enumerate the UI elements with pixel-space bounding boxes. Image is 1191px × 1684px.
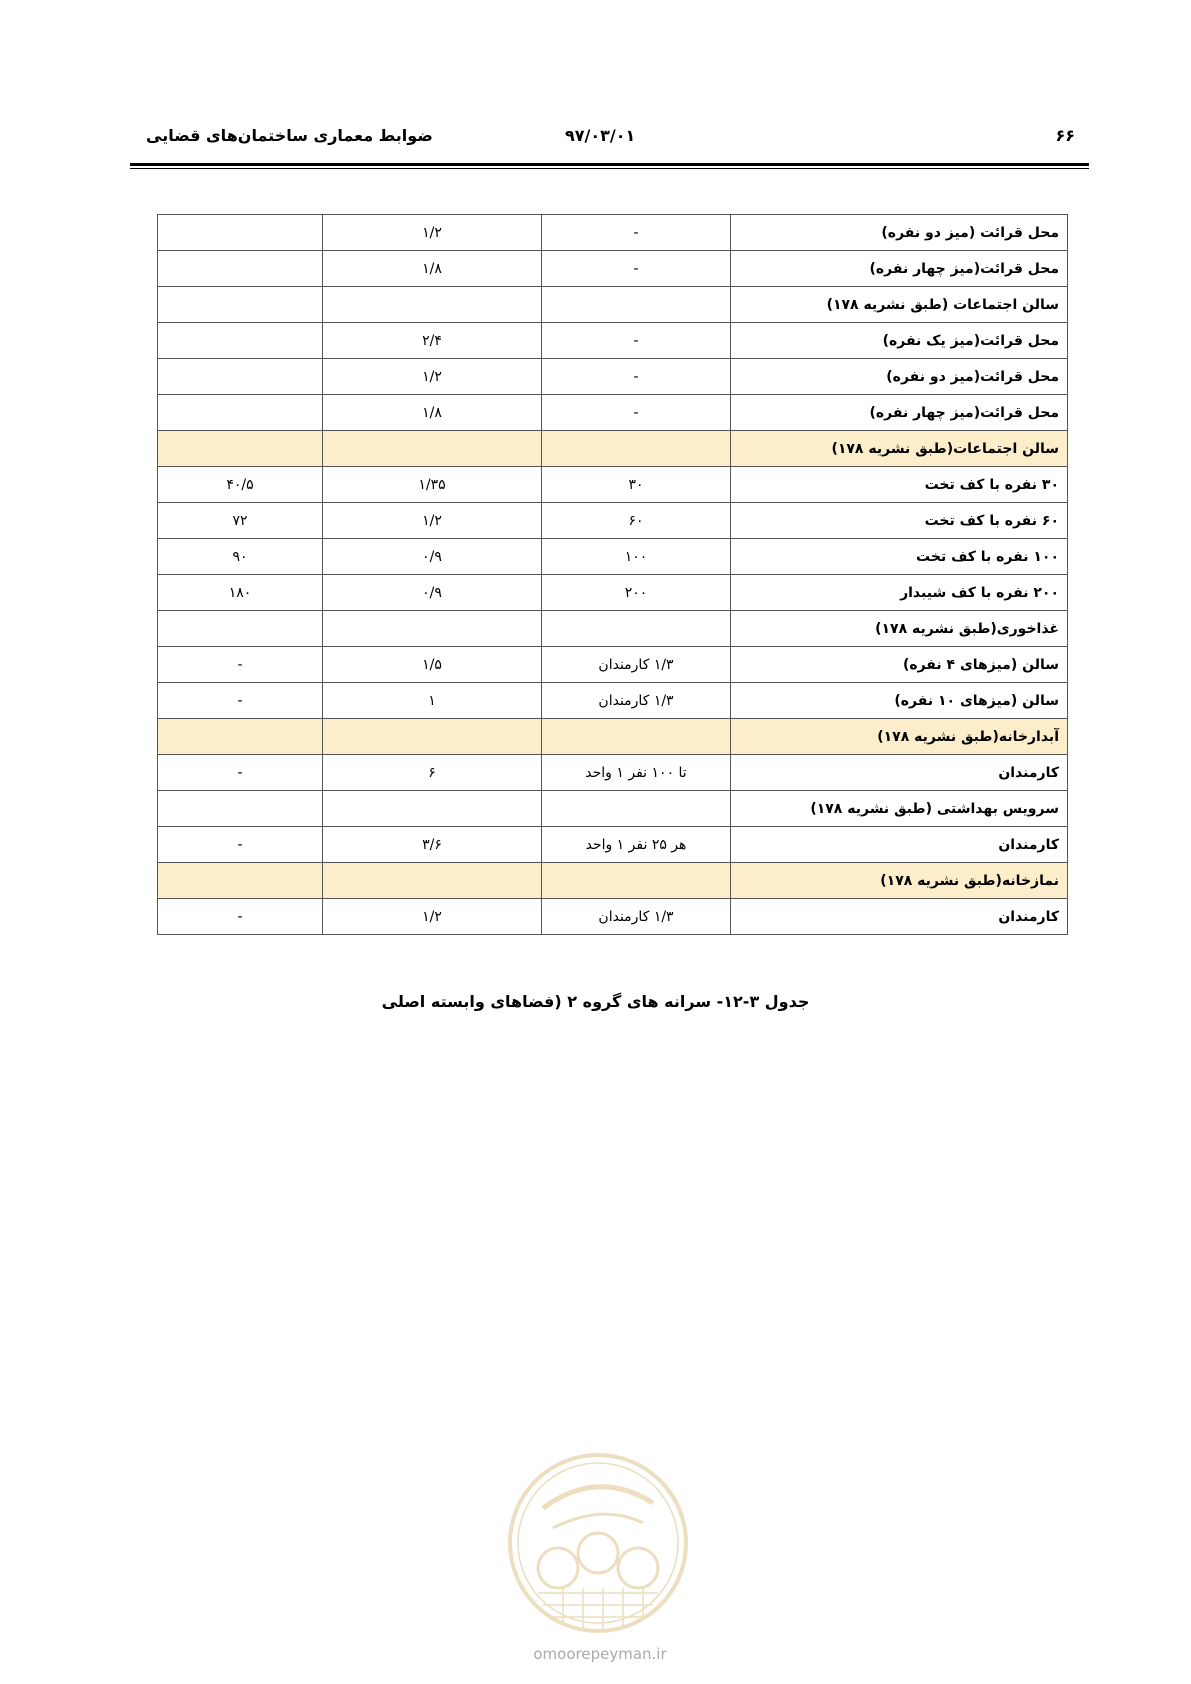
row-col-c: - [158,683,323,719]
table-caption: جدول ۳-۱۲- سرانه های گروه ۲ (فضاهای وابسته اصلی [381,992,810,1011]
row-col-c: - [158,827,323,863]
row-col-b: ۱/۸ [323,251,542,287]
row-title: کارمندان [731,827,1068,863]
row-col-b: ۳/۶ [323,827,542,863]
row-col-a: ۳۰ [542,467,731,503]
row-title: ۲۰۰ نفره با کف شیبدار [731,575,1068,611]
row-col-a [542,611,731,647]
document-date: ۹۷/۰۳/۰۱ [565,126,636,145]
table-row [158,719,1068,755]
row-col-c: ۷۲ [158,503,323,539]
watermark-url: omoorepeyman.ir [533,1645,667,1663]
row-col-c [158,215,323,251]
row-col-c [158,251,323,287]
row-title: محل قرائت(میز دو نفره) [731,359,1068,395]
table-row [158,395,1068,431]
row-title: ۱۰۰ نفره با کف تخت [731,539,1068,575]
table-row [158,827,1068,863]
row-col-a: - [542,359,731,395]
row-title: سالن اجتماعات(طبق نشریه ۱۷۸) [731,431,1068,467]
table-row [158,215,1068,251]
row-title: ۶۰ نفره با کف تخت [731,503,1068,539]
table-row [158,611,1068,647]
row-col-b: ۱/۲ [323,503,542,539]
row-col-c: ۴۰/۵ [158,467,323,503]
row-col-c [158,863,323,899]
row-col-b [323,863,542,899]
row-title: محل قرائت (میز دو نفره) [731,215,1068,251]
row-col-b: ۱/۳۵ [323,467,542,503]
row-col-a: ۲۰۰ [542,575,731,611]
row-title: نمازخانه(طبق نشریه ۱۷۸) [731,863,1068,899]
row-col-c: ۹۰ [158,539,323,575]
row-title: محل قرائت(میز یک نفره) [731,323,1068,359]
row-title: سالن اجتماعات (طبق نشریه ۱۷۸) [731,287,1068,323]
row-col-b: ۱ [323,683,542,719]
row-title: کارمندان [731,899,1068,935]
row-col-a: - [542,251,731,287]
row-col-a [542,719,731,755]
table-row [158,575,1068,611]
row-title: سرویس بهداشتی (طبق نشریه ۱۷۸) [731,791,1068,827]
table-row [158,287,1068,323]
per-capita-table [157,214,1068,935]
row-col-b [323,719,542,755]
row-col-a: ۶۰ [542,503,731,539]
row-col-a [542,863,731,899]
table-row [158,755,1068,791]
table-row [158,647,1068,683]
row-title: محل قرائت(میز چهار نفره) [731,395,1068,431]
document-title: ضوابط معماری ساختمان‌های قضایی [146,126,433,145]
row-col-a: ۱/۳ کارمندان [542,683,731,719]
row-col-c [158,791,323,827]
row-col-b [323,791,542,827]
row-col-a [542,431,731,467]
row-col-c [158,323,323,359]
row-col-a: - [542,215,731,251]
row-title: ۳۰ نفره با کف تخت [731,467,1068,503]
row-col-b: ۱/۸ [323,395,542,431]
row-col-a: - [542,323,731,359]
header-rule-thin [130,168,1089,169]
row-col-b [323,611,542,647]
page-header [130,126,1089,156]
row-col-c: ۱۸۰ [158,575,323,611]
table-row [158,503,1068,539]
table-row [158,683,1068,719]
row-col-b [323,431,542,467]
row-title: آبدارخانه(طبق نشریه ۱۷۸) [731,719,1068,755]
row-col-a: تا ۱۰۰ نفر ۱ واحد [542,755,731,791]
table-row [158,359,1068,395]
row-col-c: - [158,647,323,683]
row-title: سالن (میزهای ۱۰ نفره) [731,683,1068,719]
row-col-a: هر ۲۵ نفر ۱ واحد [542,827,731,863]
table-row [158,431,1068,467]
header-rule-thick [130,163,1089,166]
table-row [158,899,1068,935]
row-title: محل قرائت(میز چهار نفره) [731,251,1068,287]
table-row [158,323,1068,359]
row-col-c: - [158,899,323,935]
row-col-a: ۱/۳ کارمندان [542,647,731,683]
row-col-c: - [158,755,323,791]
row-title: غذاخوری(طبق نشریه ۱۷۸) [731,611,1068,647]
row-title: سالن (میزهای ۴ نفره) [731,647,1068,683]
row-col-a: ۱/۳ کارمندان [542,899,731,935]
row-col-b: ۶ [323,755,542,791]
row-col-c [158,287,323,323]
row-col-c [158,431,323,467]
row-col-b: ۰/۹ [323,575,542,611]
row-col-b: ۱/۲ [323,899,542,935]
row-col-c [158,719,323,755]
row-col-c [158,359,323,395]
row-title: کارمندان [731,755,1068,791]
table-row [158,251,1068,287]
row-col-b: ۲/۴ [323,323,542,359]
watermark-logo-icon [503,1448,693,1638]
row-col-a: - [542,395,731,431]
row-col-b: ۱/۲ [323,359,542,395]
table-row [158,467,1068,503]
row-col-b: ۱/۲ [323,215,542,251]
page-number: ۶۶ [1055,126,1075,145]
row-col-c [158,611,323,647]
row-col-b [323,287,542,323]
row-col-a [542,287,731,323]
row-col-b: ۱/۵ [323,647,542,683]
table-row [158,539,1068,575]
row-col-a: ۱۰۰ [542,539,731,575]
row-col-a [542,791,731,827]
row-col-b: ۰/۹ [323,539,542,575]
row-col-c [158,395,323,431]
table-body [158,215,1068,935]
table-row [158,791,1068,827]
table-row [158,863,1068,899]
